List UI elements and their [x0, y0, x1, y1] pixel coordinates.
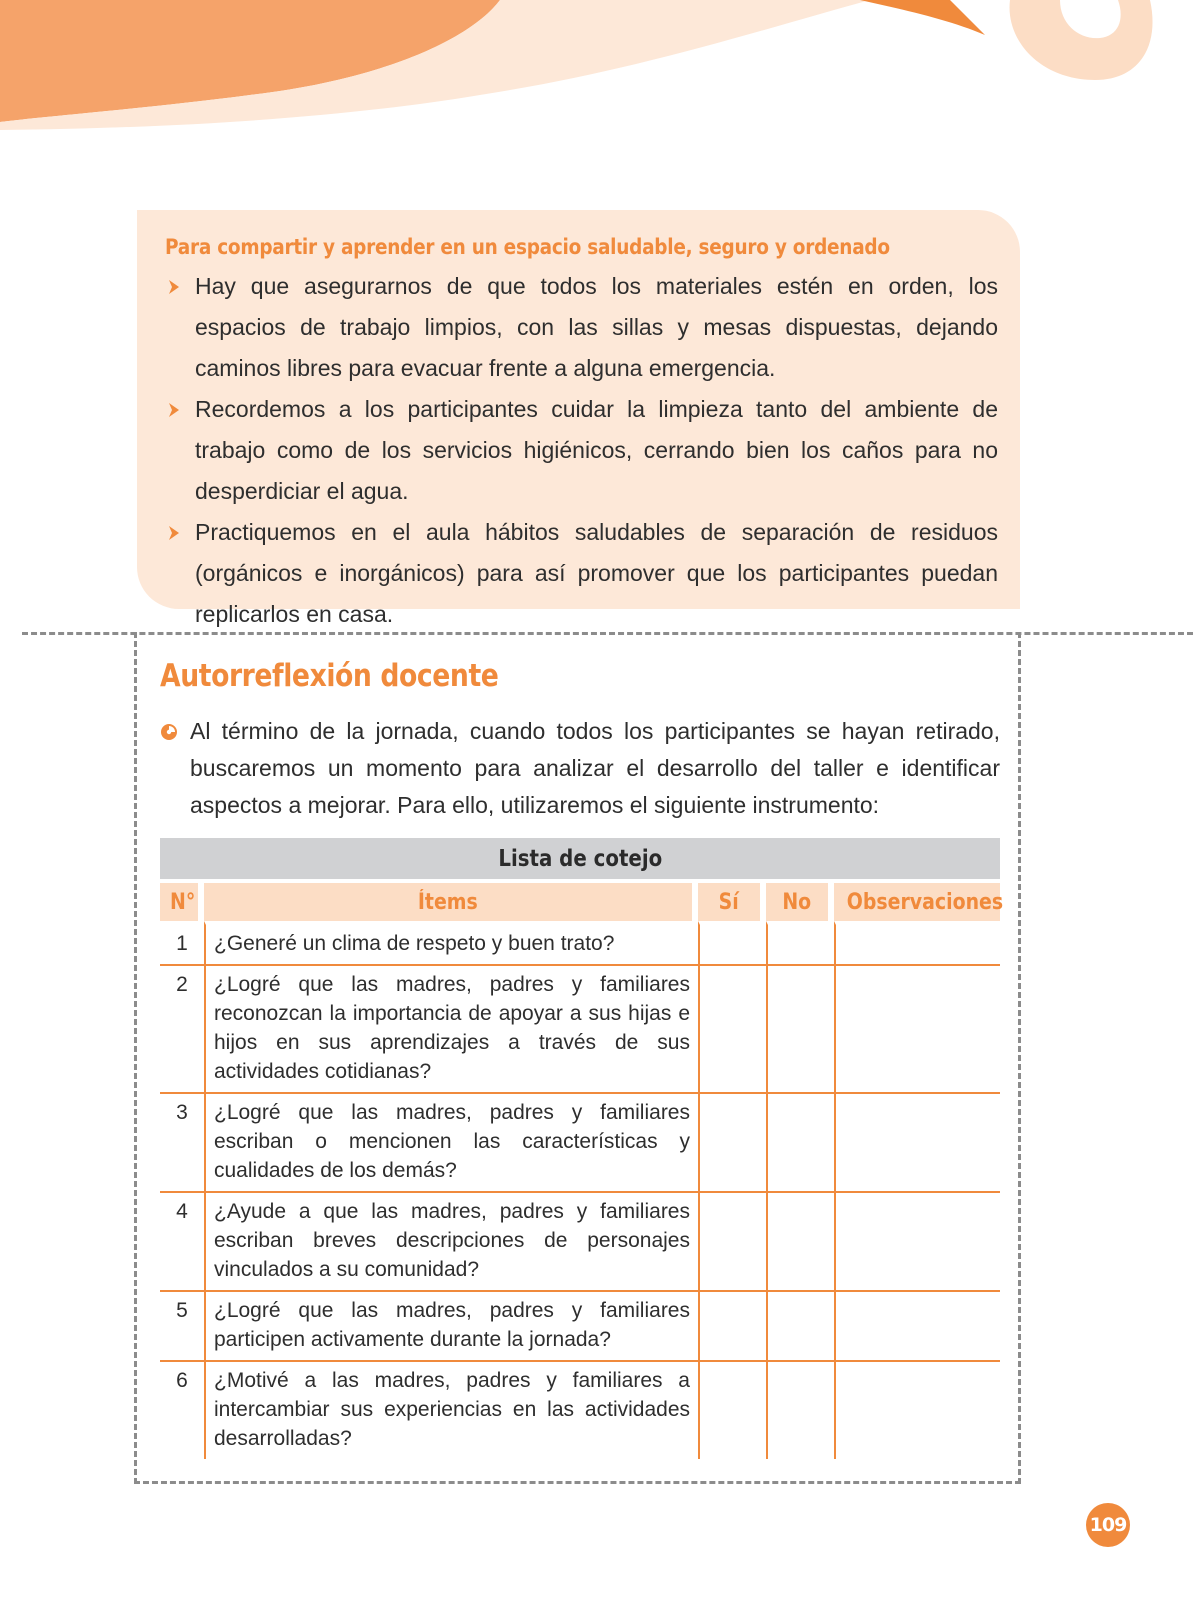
row-number: 5 [160, 1290, 204, 1360]
observaciones-cell[interactable] [834, 964, 1000, 1092]
bullet-icon [160, 723, 178, 741]
row-item-text: ¿Logré que las madres, padres y familiares escriban o mencionen las características y cualidades de los demás? [204, 1092, 698, 1191]
list-item-text: Practiquemos en el aula hábitos saludables de separación de residuos (orgánicos e inorgánicos) para así promover que los participantes puedan replicarlos en casa. [195, 519, 998, 627]
table-row [160, 1191, 1000, 1290]
si-cell[interactable] [698, 1360, 766, 1459]
no-cell[interactable] [766, 1360, 834, 1459]
list-item [165, 512, 998, 635]
checklist-table [160, 838, 1004, 1459]
list-item [165, 389, 998, 512]
row-item-text: ¿Ayude a que las madres, padres y familiares escriban breves descripciones de personajes vinculados a su comunidad? [204, 1191, 698, 1290]
table-row [160, 1290, 1000, 1360]
observaciones-cell[interactable] [834, 1092, 1000, 1191]
si-cell[interactable] [698, 964, 766, 1092]
row-item-text: ¿Logré que las madres, padres y familiares reconozcan la importancia de apoyar a sus hijas e hijos en sus aprendizajes a través de sus actividades cotidianas? [204, 964, 698, 1092]
observaciones-cell[interactable] [834, 1360, 1000, 1459]
column-header-si: Sí [698, 883, 766, 921]
header-decoration [0, 0, 1193, 170]
observaciones-cell[interactable] [834, 1290, 1000, 1360]
row-number: 2 [160, 964, 204, 1092]
si-cell[interactable] [698, 921, 766, 964]
section-title: Autorreflexión docente [160, 658, 499, 694]
chevron-right-icon [167, 279, 181, 295]
table-row [160, 1092, 1000, 1191]
row-number: 4 [160, 1191, 204, 1290]
row-item-text: ¿Logré que las madres, padres y familiares participen activamente durante la jornada? [204, 1290, 698, 1360]
chevron-right-icon [167, 402, 181, 418]
page-number: 109 [1086, 1503, 1130, 1547]
observaciones-cell[interactable] [834, 921, 1000, 964]
dashed-divider-left [134, 632, 137, 1484]
no-cell[interactable] [766, 921, 834, 964]
row-item-text: ¿Generé un clima de respeto y buen trato? [204, 921, 698, 964]
column-header-num: N° [160, 883, 204, 921]
intro-paragraph [160, 713, 1000, 824]
row-item-text: ¿Motivé a las madres, padres y familiares a intercambiar sus experiencias en las actividades desarrolladas? [204, 1360, 698, 1459]
column-header-observaciones: Observaciones [834, 883, 1000, 921]
column-header-no: No [766, 883, 834, 921]
si-cell[interactable] [698, 1290, 766, 1360]
dashed-divider-right [1018, 632, 1021, 1484]
chevron-right-icon [167, 525, 181, 541]
list-item [165, 266, 998, 389]
si-cell[interactable] [698, 1191, 766, 1290]
table-row [160, 921, 1000, 964]
no-cell[interactable] [766, 1092, 834, 1191]
intro-text: Al término de la jornada, cuando todos los participantes se hayan retirado, buscaremos un momento para analizar el desarrollo del taller e identificar aspectos a mejorar. Para ello, utilizaremos el siguiente instrumento: [190, 718, 1000, 818]
no-cell[interactable] [766, 1290, 834, 1360]
table-caption-row [160, 838, 1000, 883]
table-header-row [160, 883, 1000, 921]
si-cell[interactable] [698, 1092, 766, 1191]
observaciones-cell[interactable] [834, 1191, 1000, 1290]
health-safety-box [137, 210, 1020, 627]
list-item-text: Hay que asegurarnos de que todos los materiales estén en orden, los espacios de trabajo limpios, con las sillas y mesas dispuestas, dejando caminos libres para evacuar frente a alguna emergencia. [195, 273, 998, 381]
table-row [160, 964, 1000, 1092]
table-caption: Lista de cotejo [160, 838, 1000, 883]
no-cell[interactable] [766, 1191, 834, 1290]
list-item-text: Recordemos a los participantes cuidar la limpieza tanto del ambiente de trabajo como de los servicios higiénicos, cerrando bien los caños para no desperdiciar el agua. [195, 396, 998, 504]
table-row [160, 1360, 1000, 1459]
column-header-items: Ítems [204, 883, 698, 921]
dashed-divider-bottom [134, 1481, 1021, 1484]
info-box-title: Para compartir y aprender en un espacio saludable, seguro y ordenado [165, 235, 890, 259]
info-list [165, 266, 998, 635]
row-number: 6 [160, 1360, 204, 1459]
row-number: 1 [160, 921, 204, 964]
no-cell[interactable] [766, 964, 834, 1092]
row-number: 3 [160, 1092, 204, 1191]
